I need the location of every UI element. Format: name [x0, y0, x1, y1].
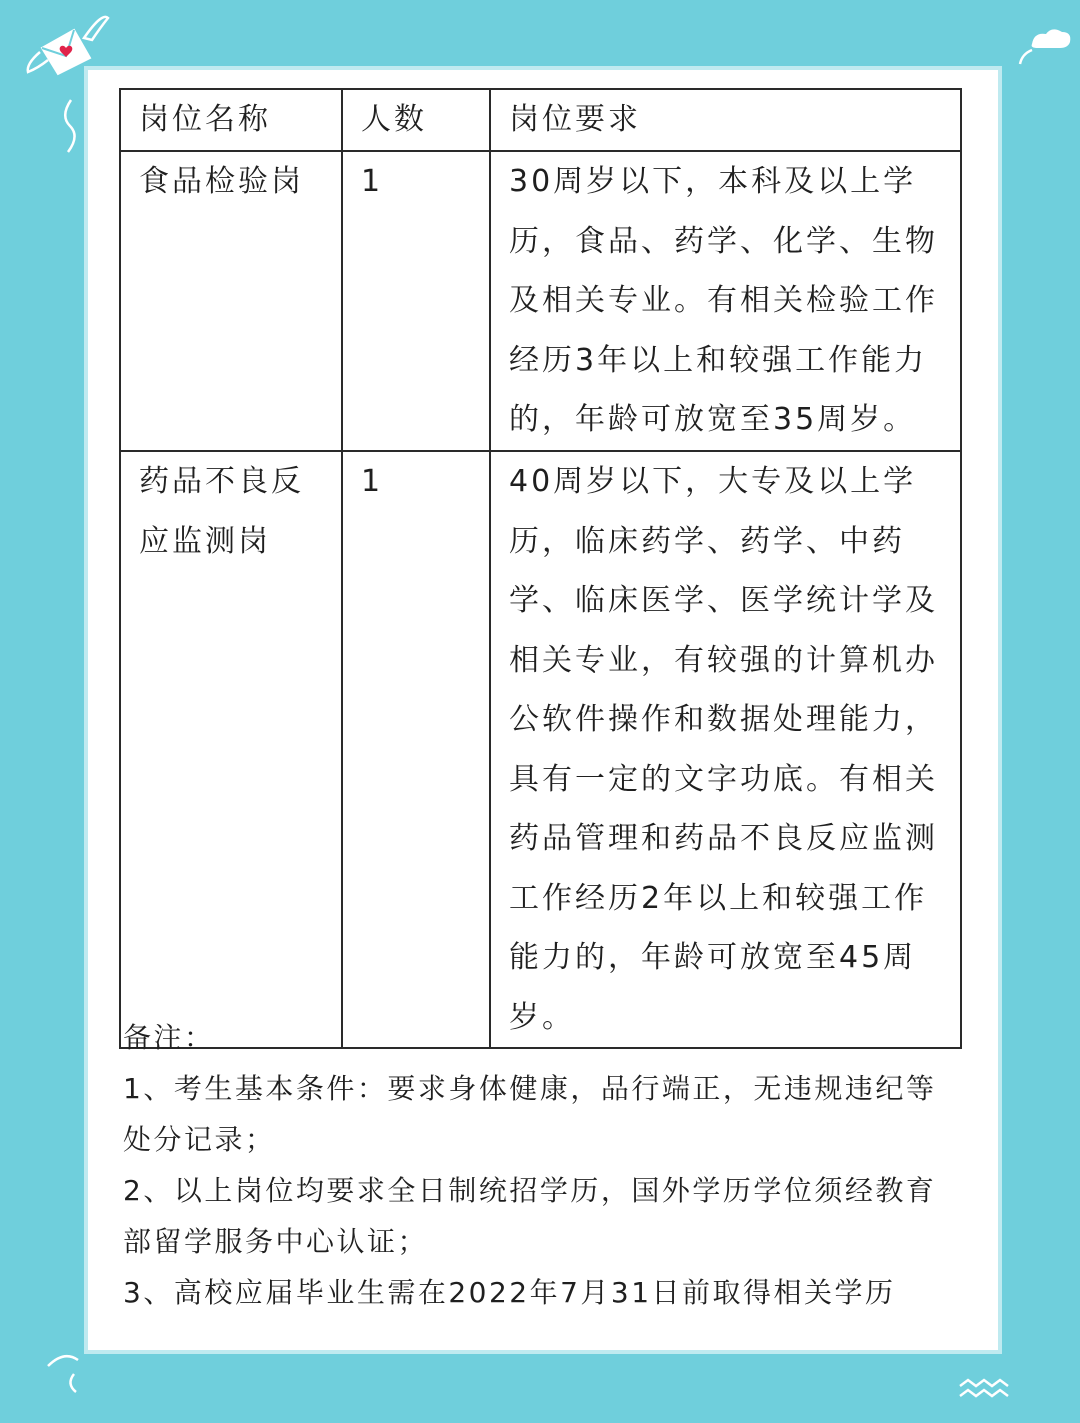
headcount-cell: 1: [342, 151, 490, 451]
note-item: 2、以上岗位均要求全日制统招学历，国外学历学位须经教育部留学服务中心认证；: [123, 1174, 937, 1258]
note-item: 3、高校应届毕业生需在2022年7月31日前取得相关学历: [123, 1276, 896, 1309]
notes-section: [123, 1012, 943, 1318]
table-header-row: [120, 89, 961, 151]
table-row: [120, 451, 961, 1048]
headcount-cell: 1: [342, 451, 490, 1048]
cloud-doodle-icon: [1010, 24, 1076, 68]
notes-title: 备注：: [123, 1021, 215, 1054]
header-requirements: 岗位要求: [490, 89, 961, 151]
requirements-cell: 40周岁以下，大专及以上学历，临床药学、药学、中药学、临床医学、医学统计学及相关专业，有较强的计算机办公软件操作和数据处理能力，具有一定的文字功底。有相关药品管理和药品不良反应监测工作经历2年以上和较强工作能力的，年龄可放宽至45周岁。: [490, 451, 961, 1048]
note-item: 1、考生基本条件：要求身体健康，品行端正，无违规违纪等处分记录；: [123, 1072, 937, 1156]
header-position-name: 岗位名称: [120, 89, 342, 151]
job-requirements-table: [119, 88, 962, 1049]
position-name-cell: 药品不良反应监测岗: [120, 451, 342, 1048]
wave-doodle-icon: [958, 1376, 1018, 1406]
header-headcount: 人数: [342, 89, 490, 151]
swirl-doodle-icon: [56, 96, 86, 156]
position-name-cell: 食品检验岗: [120, 151, 342, 451]
table-row: [120, 151, 961, 451]
requirements-cell: 30周岁以下，本科及以上学历，食品、药学、化学、生物及相关专业。有相关检验工作经历3年以上和较强工作能力的，年龄可放宽至35周岁。: [490, 151, 961, 451]
